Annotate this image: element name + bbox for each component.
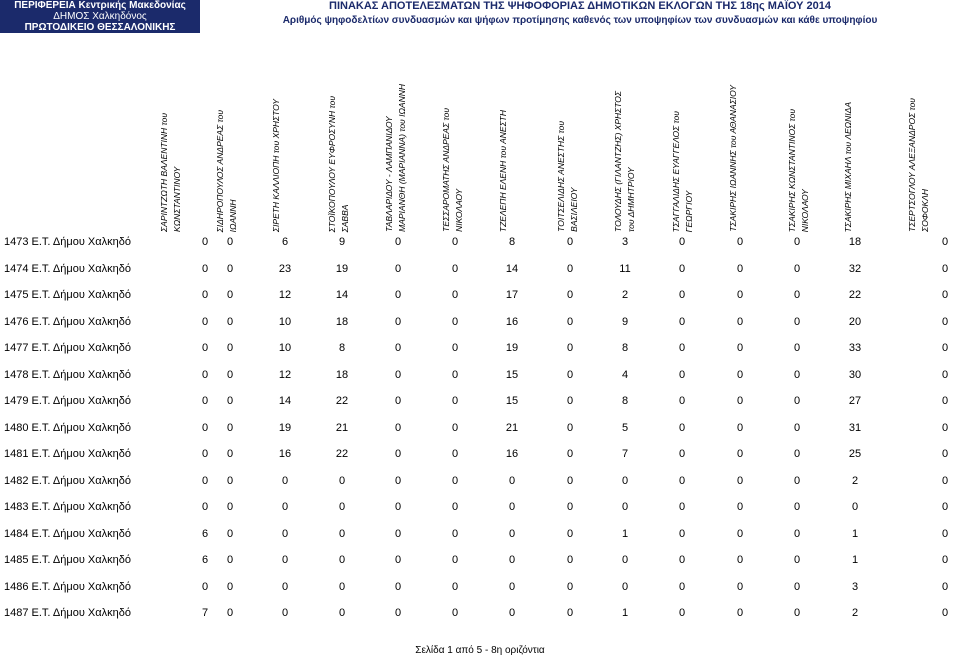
vote-count-cell: 0 xyxy=(678,368,686,381)
vote-count-cell: 0 xyxy=(941,527,949,540)
candidate-name-line1: ΤΣΕΡΤΣΟΓΛΟΥ ΑΛΕΞΑΝΔΡΟΣ του xyxy=(907,98,917,232)
vote-count-cell: 0 xyxy=(736,474,744,487)
vote-count-cell: 0 xyxy=(793,607,801,619)
vote-count-cell: 23 xyxy=(278,262,292,275)
candidate-name-line1: ΤΖΕΛΕΠΗ ΕΛΕΝΗ του ΑΝΕΣΤΗ xyxy=(498,109,508,232)
vote-count-cell: 0 xyxy=(736,421,744,434)
vote-count-cell: 0 xyxy=(793,395,801,407)
vote-count-cell: 0 xyxy=(566,262,574,275)
vote-count-cell: 0 xyxy=(226,580,234,593)
candidate-name-line1: ΤΟΛΟΥΔΗΣ (ΓΙΛΑΝΤΖΗΣ) ΧΡΗΣΤΟΣ xyxy=(613,91,623,232)
candidate-name-line1: ΤΣΑΚΙΡΗΣ ΚΩΝΣΤΑΝΤΙΝΟΣ του xyxy=(787,108,797,232)
vote-count-cell: 7 xyxy=(201,607,209,619)
vote-count-cell: 0 xyxy=(941,421,949,434)
vote-count-cell: 12 xyxy=(278,368,292,381)
vote-count-cell: 0 xyxy=(394,448,402,460)
vote-count-cell: 0 xyxy=(226,342,234,354)
vote-count-cell: 0 xyxy=(451,501,459,513)
vote-count-cell: 0 xyxy=(678,554,686,566)
vote-count-cell: 0 xyxy=(394,315,402,328)
candidate-name-line1: ΤΑΒΛΑΡΙΔΟΥ - ΛΑΜΠΑΝΙΔΟΥ xyxy=(384,116,394,232)
vote-count-cell: 31 xyxy=(848,421,862,434)
vote-count-cell: 22 xyxy=(848,289,862,301)
candidate-header xyxy=(440,108,466,232)
vote-count-cell: 0 xyxy=(941,474,949,487)
vote-count-cell: 0 xyxy=(394,580,402,593)
vote-count-cell: 0 xyxy=(566,607,574,619)
vote-count-cell: 0 xyxy=(621,554,629,566)
table-row xyxy=(0,316,960,336)
table-row xyxy=(0,607,960,627)
vote-count-cell: 7 xyxy=(621,448,629,460)
polling-station-label: 1486 Ε.Τ. Δήμου Χαλκηδό xyxy=(4,580,131,593)
vote-count-cell: 0 xyxy=(678,448,686,460)
polling-station-label: 1474 Ε.Τ. Δήμου Χαλκηδό xyxy=(4,262,131,275)
vote-count-cell: 0 xyxy=(508,474,516,487)
vote-count-cell: 0 xyxy=(621,501,629,513)
vote-count-cell: 0 xyxy=(226,289,234,301)
table-row xyxy=(0,395,960,415)
vote-count-cell: 0 xyxy=(736,554,744,566)
vote-count-cell: 0 xyxy=(451,368,459,381)
vote-count-cell: 0 xyxy=(566,527,574,540)
vote-count-cell: 0 xyxy=(566,580,574,593)
table-row xyxy=(0,554,960,574)
vote-count-cell: 0 xyxy=(338,474,346,487)
vote-count-cell: 0 xyxy=(793,421,801,434)
vote-count-cell: 10 xyxy=(278,342,292,354)
polling-station-label: 1482 Ε.Τ. Δήμου Χαλκηδό xyxy=(4,474,131,487)
vote-count-cell: 12 xyxy=(278,289,292,301)
vote-count-cell: 0 xyxy=(736,315,744,328)
vote-count-cell: 0 xyxy=(566,289,574,301)
municipality-label: ΔΗΜΟΣ Χαλκηδόνος xyxy=(53,11,147,22)
vote-count-cell: 15 xyxy=(505,395,519,407)
vote-count-cell: 0 xyxy=(941,607,949,619)
vote-count-cell: 0 xyxy=(394,368,402,381)
vote-count-cell: 0 xyxy=(394,501,402,513)
vote-count-cell: 0 xyxy=(338,580,346,593)
table-row xyxy=(0,263,960,283)
vote-count-cell: 0 xyxy=(736,368,744,381)
vote-count-cell: 0 xyxy=(226,527,234,540)
vote-count-cell: 0 xyxy=(394,236,402,248)
vote-count-cell: 0 xyxy=(451,554,459,566)
vote-count-cell: 0 xyxy=(566,236,574,248)
polling-station-label: 1476 Ε.Τ. Δήμου Χαλκηδό xyxy=(4,315,131,328)
vote-count-cell: 0 xyxy=(793,474,801,487)
candidate-name-line1: ΣΙΔΗΡΟΠΟΥΛΟΣ ΑΝΔΡΕΑΣ του xyxy=(215,109,225,232)
vote-count-cell: 0 xyxy=(451,315,459,328)
vote-count-cell: 0 xyxy=(678,236,686,248)
vote-count-cell: 3 xyxy=(851,580,859,593)
vote-count-cell: 0 xyxy=(201,289,209,301)
vote-count-cell: 0 xyxy=(451,527,459,540)
vote-count-cell: 0 xyxy=(201,501,209,513)
vote-count-cell: 0 xyxy=(281,527,289,540)
candidate-name-line1: ΤΣΑΚΙΡΗΣ ΜΙΧΑΗΛ του ΛΕΩΝΙΔΑ xyxy=(843,101,853,232)
vote-count-cell: 0 xyxy=(566,368,574,381)
page-subtitle: Αριθμός ψηφοδελτίων συνδυασμών και ψήφων προτίμησης καθενός των υποψηφίων των συνδυασμών και κάθε υποψηφίου xyxy=(282,15,878,26)
polling-station-label: 1484 Ε.Τ. Δήμου Χαλκηδό xyxy=(4,527,131,540)
header-left-block xyxy=(0,0,200,33)
vote-count-cell: 0 xyxy=(566,421,574,434)
vote-count-cell: 0 xyxy=(451,395,459,407)
vote-count-cell: 0 xyxy=(201,474,209,487)
vote-count-cell: 25 xyxy=(848,448,862,460)
vote-count-cell: 0 xyxy=(678,262,686,275)
vote-count-cell: 0 xyxy=(394,395,402,407)
polling-station-label: 1483 Ε.Τ. Δήμου Χαλκηδό xyxy=(4,501,131,513)
table-row xyxy=(0,342,960,362)
vote-count-cell: 0 xyxy=(201,342,209,354)
vote-count-cell: 0 xyxy=(226,368,234,381)
vote-count-cell: 0 xyxy=(201,236,209,248)
vote-count-cell: 0 xyxy=(281,501,289,513)
vote-count-cell: 0 xyxy=(941,501,949,513)
vote-count-cell: 9 xyxy=(338,236,346,248)
vote-count-cell: 0 xyxy=(793,262,801,275)
polling-station-label: 1477 Ε.Τ. Δήμου Χαλκηδό xyxy=(4,342,131,354)
table-row xyxy=(0,528,960,548)
vote-count-cell: 11 xyxy=(619,262,631,275)
candidate-name-line2: ΣΟΦΟΚΛΗ xyxy=(920,189,930,232)
vote-count-cell: 0 xyxy=(736,607,744,619)
vote-count-cell: 0 xyxy=(793,289,801,301)
vote-count-cell: 0 xyxy=(678,580,686,593)
polling-station-label: 1475 Ε.Τ. Δήμου Χαλκηδό xyxy=(4,289,131,301)
vote-count-cell: 0 xyxy=(451,236,459,248)
vote-count-cell: 0 xyxy=(566,501,574,513)
vote-count-cell: 0 xyxy=(281,474,289,487)
vote-count-cell: 0 xyxy=(226,474,234,487)
table-row xyxy=(0,581,960,601)
vote-count-cell: 0 xyxy=(226,262,234,275)
vote-count-cell: 0 xyxy=(678,501,686,513)
vote-count-cell: 1 xyxy=(621,527,629,540)
candidate-name-line2: ΣΑΒΒΑ xyxy=(340,204,350,232)
vote-count-cell: 17 xyxy=(505,289,519,301)
vote-count-cell: 0 xyxy=(621,474,629,487)
region-label: ΠΕΡΙΦΕΡΕΙΑ Κεντρικής Μακεδονίας xyxy=(14,0,186,11)
vote-count-cell: 0 xyxy=(394,527,402,540)
vote-count-cell: 9 xyxy=(621,315,629,328)
vote-count-cell: 0 xyxy=(226,395,234,407)
vote-count-cell: 0 xyxy=(736,580,744,593)
page-title: ΠΙΝΑΚΑΣ ΑΠΟΤΕΛΕΣΜΑΤΩΝ ΤΗΣ ΨΗΦΟΦΟΡΙΑΣ ΔΗΜΟΤΙΚΩΝ ΕΚΛΟΓΩΝ ΤΗΣ 18ης ΜΑΪΟΥ 2014 xyxy=(329,0,831,12)
vote-count-cell: 0 xyxy=(566,554,574,566)
vote-count-cell: 27 xyxy=(848,395,862,407)
vote-count-cell: 0 xyxy=(941,554,949,566)
vote-count-cell: 0 xyxy=(338,607,346,619)
vote-count-cell: 0 xyxy=(736,236,744,248)
table-row xyxy=(0,236,960,256)
vote-count-cell: 0 xyxy=(736,501,744,513)
vote-count-cell: 2 xyxy=(851,607,859,619)
vote-count-cell: 0 xyxy=(941,289,949,301)
vote-count-cell: 0 xyxy=(736,342,744,354)
vote-count-cell: 0 xyxy=(394,607,402,619)
vote-count-cell: 0 xyxy=(201,448,209,460)
vote-count-cell: 0 xyxy=(941,236,949,248)
candidate-header xyxy=(670,111,696,232)
candidate-name-line2: ΜΑΡΙΑΝΘΗ (ΜΑΡΙΑΝΝΑ) του ΙΩΑΝΝΗ xyxy=(397,84,407,232)
vote-count-cell: 0 xyxy=(793,527,801,540)
vote-count-cell: 0 xyxy=(508,501,516,513)
vote-count-cell: 0 xyxy=(678,527,686,540)
table-row xyxy=(0,475,960,495)
vote-count-cell: 0 xyxy=(793,368,801,381)
vote-count-cell: 0 xyxy=(394,554,402,566)
vote-count-cell: 0 xyxy=(226,554,234,566)
vote-count-cell: 0 xyxy=(201,580,209,593)
vote-count-cell: 0 xyxy=(566,315,574,328)
vote-count-cell: 0 xyxy=(508,580,516,593)
vote-count-cell: 19 xyxy=(278,421,292,434)
vote-count-cell: 0 xyxy=(201,262,209,275)
vote-count-cell: 0 xyxy=(678,421,686,434)
vote-count-cell: 0 xyxy=(566,448,574,460)
candidate-header xyxy=(158,113,184,232)
vote-count-cell: 0 xyxy=(201,421,209,434)
vote-count-cell: 0 xyxy=(201,315,209,328)
candidate-name-line1: ΤΣΑΓΓΑΛΙΔΗΣ ΕΥΑΓΓΕΛΟΣ του xyxy=(671,110,681,232)
vote-count-cell: 0 xyxy=(201,395,209,407)
vote-count-cell: 18 xyxy=(848,236,862,248)
vote-count-cell: 6 xyxy=(281,236,289,248)
vote-count-cell: 0 xyxy=(394,262,402,275)
vote-count-cell: 0 xyxy=(793,342,801,354)
vote-count-cell: 0 xyxy=(394,342,402,354)
vote-count-cell: 21 xyxy=(505,421,519,434)
table-row xyxy=(0,501,960,521)
vote-count-cell: 0 xyxy=(226,421,234,434)
vote-count-cell: 0 xyxy=(451,607,459,619)
vote-count-cell: 16 xyxy=(505,448,519,460)
candidate-header xyxy=(497,110,510,232)
vote-count-cell: 0 xyxy=(851,501,859,513)
vote-count-cell: 0 xyxy=(736,527,744,540)
vote-count-cell: 0 xyxy=(793,315,801,328)
polling-station-label: 1473 Ε.Τ. Δήμου Χαλκηδό xyxy=(4,236,131,248)
candidate-name-line2: ΝΙΚΟΛΑΟΥ xyxy=(454,189,464,232)
vote-count-cell: 0 xyxy=(941,315,949,328)
candidate-header xyxy=(727,85,740,232)
candidate-header xyxy=(383,84,409,232)
candidate-header xyxy=(214,110,240,232)
vote-count-cell: 0 xyxy=(338,501,346,513)
vote-count-cell: 0 xyxy=(736,262,744,275)
vote-count-cell: 0 xyxy=(508,554,516,566)
vote-count-cell: 0 xyxy=(338,527,346,540)
vote-count-cell: 0 xyxy=(226,448,234,460)
vote-count-cell: 0 xyxy=(566,342,574,354)
vote-count-cell: 20 xyxy=(848,315,862,328)
vote-count-cell: 0 xyxy=(451,580,459,593)
candidate-header xyxy=(326,96,352,232)
candidate-name-line1: ΤΕΣΣΑΡΟΜΑΤΗΣ ΑΝΔΡΕΑΣ του xyxy=(441,108,451,232)
candidate-name-line2: του ΔΗΜΗΤΡΙΟΥ xyxy=(626,167,636,232)
vote-count-cell: 0 xyxy=(941,448,949,460)
vote-count-cell: 8 xyxy=(338,342,346,354)
vote-count-cell: 18 xyxy=(335,368,349,381)
vote-count-cell: 0 xyxy=(736,448,744,460)
vote-count-cell: 16 xyxy=(278,448,292,460)
vote-count-cell: 0 xyxy=(678,315,686,328)
vote-count-cell: 0 xyxy=(201,368,209,381)
vote-count-cell: 0 xyxy=(678,474,686,487)
vote-count-cell: 0 xyxy=(281,554,289,566)
vote-count-cell: 5 xyxy=(621,421,629,434)
vote-count-cell: 0 xyxy=(451,342,459,354)
page-title-block xyxy=(200,0,960,29)
polling-station-label: 1480 Ε.Τ. Δήμου Χαλκηδό xyxy=(4,421,131,434)
candidate-name-line1: ΣΤΟΪΚΟΠΟΥΛΟΥ ΕΥΦΡΟΣΥΝΗ του xyxy=(327,95,337,232)
vote-count-cell: 18 xyxy=(335,315,349,328)
vote-count-cell: 0 xyxy=(941,580,949,593)
candidate-header xyxy=(786,109,812,232)
vote-count-cell: 0 xyxy=(793,236,801,248)
candidate-name-line2: ΒΑΣΙΛΕΙΟΥ xyxy=(569,187,579,232)
vote-count-cell: 6 xyxy=(201,554,209,566)
candidate-header xyxy=(906,98,932,232)
vote-count-cell: 19 xyxy=(335,262,349,275)
table-row xyxy=(0,369,960,389)
vote-count-cell: 0 xyxy=(941,262,949,275)
vote-count-cell: 0 xyxy=(508,607,516,619)
candidate-name-line1: ΤΣΑΚΙΡΗΣ ΙΩΑΝΝΗΣ του ΑΘΑΝΑΣΙΟΥ xyxy=(728,85,738,232)
vote-count-cell: 0 xyxy=(678,342,686,354)
vote-count-cell: 0 xyxy=(338,554,346,566)
vote-count-cell: 21 xyxy=(335,421,349,434)
candidate-name-line2: ΚΩΝΣΤΑΝΤΙΝΟΥ xyxy=(172,166,182,232)
vote-count-cell: 0 xyxy=(566,474,574,487)
vote-count-cell: 0 xyxy=(678,289,686,301)
vote-count-cell: 0 xyxy=(451,421,459,434)
table-row xyxy=(0,289,960,309)
vote-count-cell: 8 xyxy=(508,236,516,248)
vote-count-cell: 0 xyxy=(451,262,459,275)
vote-count-cell: 0 xyxy=(281,607,289,619)
table-row xyxy=(0,448,960,468)
vote-count-cell: 14 xyxy=(505,262,519,275)
vote-count-cell: 0 xyxy=(508,527,516,540)
vote-count-cell: 1 xyxy=(851,554,859,566)
vote-count-cell: 0 xyxy=(281,580,289,593)
page-footer: Σελίδα 1 από 5 - 8η οριζόντια xyxy=(415,645,545,656)
candidate-name-line2: ΙΩΑΝΝΗ xyxy=(228,199,238,232)
vote-count-cell: 10 xyxy=(278,315,292,328)
vote-count-cell: 0 xyxy=(394,289,402,301)
vote-count-cell: 0 xyxy=(226,236,234,248)
vote-count-cell: 15 xyxy=(505,368,519,381)
vote-count-cell: 14 xyxy=(335,289,349,301)
vote-count-cell: 1 xyxy=(851,527,859,540)
court-label: ΠΡΩΤΟΔΙΚΕΙΟ ΘΕΣΣΑΛΟΝΙΚΗΣ xyxy=(24,22,176,33)
candidate-name-line1: ΣΙΡΕΤΗ ΚΑΛΛΙΟΠΗ του ΧΡΗΣΤΟΥ xyxy=(271,98,281,232)
candidate-name-line1: ΣΑΡΙΝΤΖΩΤΗ ΒΑΛΕΝΤΙΝΗ του xyxy=(159,113,169,232)
polling-station-label: 1487 Ε.Τ. Δήμου Χαλκηδό xyxy=(4,607,131,619)
vote-count-cell: 22 xyxy=(335,448,349,460)
polling-station-label: 1481 Ε.Τ. Δήμου Χαλκηδό xyxy=(4,448,131,460)
vote-count-cell: 0 xyxy=(226,607,234,619)
table-row xyxy=(0,422,960,442)
vote-count-cell: 0 xyxy=(621,580,629,593)
candidate-name-line2: ΓΕΩΡΓΙΟΥ xyxy=(684,190,694,232)
vote-count-cell: 0 xyxy=(394,421,402,434)
candidate-name-line2: ΝΙΚΟΛΑΟΥ xyxy=(800,189,810,232)
vote-count-cell: 0 xyxy=(394,474,402,487)
vote-count-cell: 33 xyxy=(848,342,862,354)
vote-count-cell: 0 xyxy=(678,395,686,407)
vote-count-cell: 32 xyxy=(848,262,862,275)
vote-count-cell: 0 xyxy=(226,501,234,513)
candidate-header xyxy=(842,102,855,232)
vote-count-cell: 0 xyxy=(793,448,801,460)
vote-count-cell: 0 xyxy=(736,289,744,301)
vote-count-cell: 0 xyxy=(566,395,574,407)
vote-count-cell: 0 xyxy=(941,395,949,407)
polling-station-label: 1479 Ε.Τ. Δήμου Χαλκηδό xyxy=(4,395,131,407)
vote-count-cell: 4 xyxy=(621,368,629,381)
vote-count-cell: 2 xyxy=(621,289,629,301)
vote-count-cell: 0 xyxy=(678,607,686,619)
vote-count-cell: 0 xyxy=(451,474,459,487)
polling-station-label: 1478 Ε.Τ. Δήμου Χαλκηδό xyxy=(4,368,131,381)
candidate-header xyxy=(555,121,581,232)
vote-count-cell: 0 xyxy=(226,315,234,328)
vote-count-cell: 0 xyxy=(451,289,459,301)
vote-count-cell: 0 xyxy=(793,501,801,513)
vote-count-cell: 0 xyxy=(451,448,459,460)
vote-count-cell: 22 xyxy=(335,395,349,407)
vote-count-cell: 3 xyxy=(621,236,629,248)
vote-count-cell: 0 xyxy=(793,554,801,566)
vote-count-cell: 0 xyxy=(941,342,949,354)
candidate-header xyxy=(270,99,283,232)
vote-count-cell: 1 xyxy=(621,607,629,619)
vote-count-cell: 8 xyxy=(621,342,629,354)
vote-count-cell: 6 xyxy=(201,527,209,540)
vote-count-cell: 16 xyxy=(505,315,519,328)
vote-count-cell: 0 xyxy=(941,368,949,381)
vote-count-cell: 14 xyxy=(278,395,292,407)
vote-count-cell: 2 xyxy=(851,474,859,487)
vote-count-cell: 0 xyxy=(793,580,801,593)
candidate-name-line1: ΤΟΙΤΣΕΛΙΔΗΣ ΑΝΕΣΤΗΣ του xyxy=(556,121,566,232)
vote-count-cell: 8 xyxy=(621,395,629,407)
vote-count-cell: 30 xyxy=(848,368,862,381)
candidate-header xyxy=(612,91,638,232)
vote-count-cell: 0 xyxy=(736,395,744,407)
polling-station-label: 1485 Ε.Τ. Δήμου Χαλκηδό xyxy=(4,554,131,566)
vote-count-cell: 19 xyxy=(505,342,519,354)
